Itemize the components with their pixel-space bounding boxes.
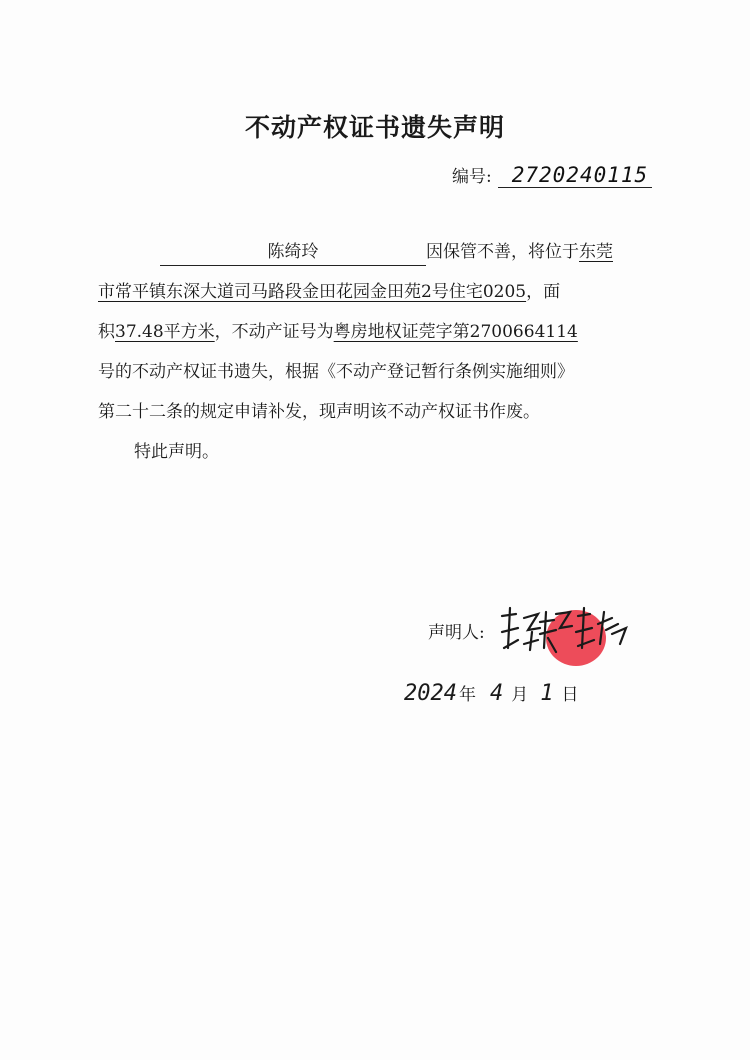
address-part-1: 东莞 <box>579 242 613 262</box>
line3-prefix: 积 <box>98 322 115 342</box>
declarant-name: 陈绮玲 <box>160 239 426 266</box>
declarant-label: 声明人: <box>428 623 485 643</box>
declaration-date <box>404 680 578 706</box>
signature-with-seal <box>494 598 644 668</box>
declaration-body <box>98 232 646 472</box>
certificate-number: 粤房地权证莞字第2700664114 <box>333 322 578 342</box>
date-year-unit: 年 <box>458 685 476 705</box>
red-fingerprint-seal <box>546 610 606 666</box>
date-day-unit: 日 <box>561 685 579 705</box>
body-line-3 <box>98 312 646 352</box>
date-month-unit: 月 <box>511 685 529 705</box>
document-number <box>452 162 652 188</box>
area-value: 37.48平方米 <box>115 322 215 342</box>
line2-tail: ，面 <box>526 282 561 302</box>
date-year: 2024 <box>404 681 457 706</box>
line3-middle: ，不动产证号为 <box>214 322 334 342</box>
body-line-2 <box>98 272 646 312</box>
document-title: 不动产权证书遗失声明 <box>244 113 505 142</box>
body-line-1 <box>98 232 646 272</box>
body-line-4: 号的不动产权证书遗失，根据《不动产登记暂行条例实施细则》 <box>98 362 574 382</box>
number-value: 2720240115 <box>498 163 652 188</box>
address-part-2: 市常平镇东深大道司马路段金田花园金田苑2号住宅0205 <box>98 282 527 302</box>
line1-text: 因保管不善，将位于 <box>426 242 579 262</box>
number-label: 编号: <box>452 167 492 187</box>
date-day: 1 <box>540 681 554 706</box>
closing-statement: 特此声明。 <box>134 442 219 462</box>
body-line-5: 第二十二条的规定申请补发，现声明该不动产权证书作废。 <box>98 402 540 422</box>
date-month: 4 <box>489 681 504 706</box>
